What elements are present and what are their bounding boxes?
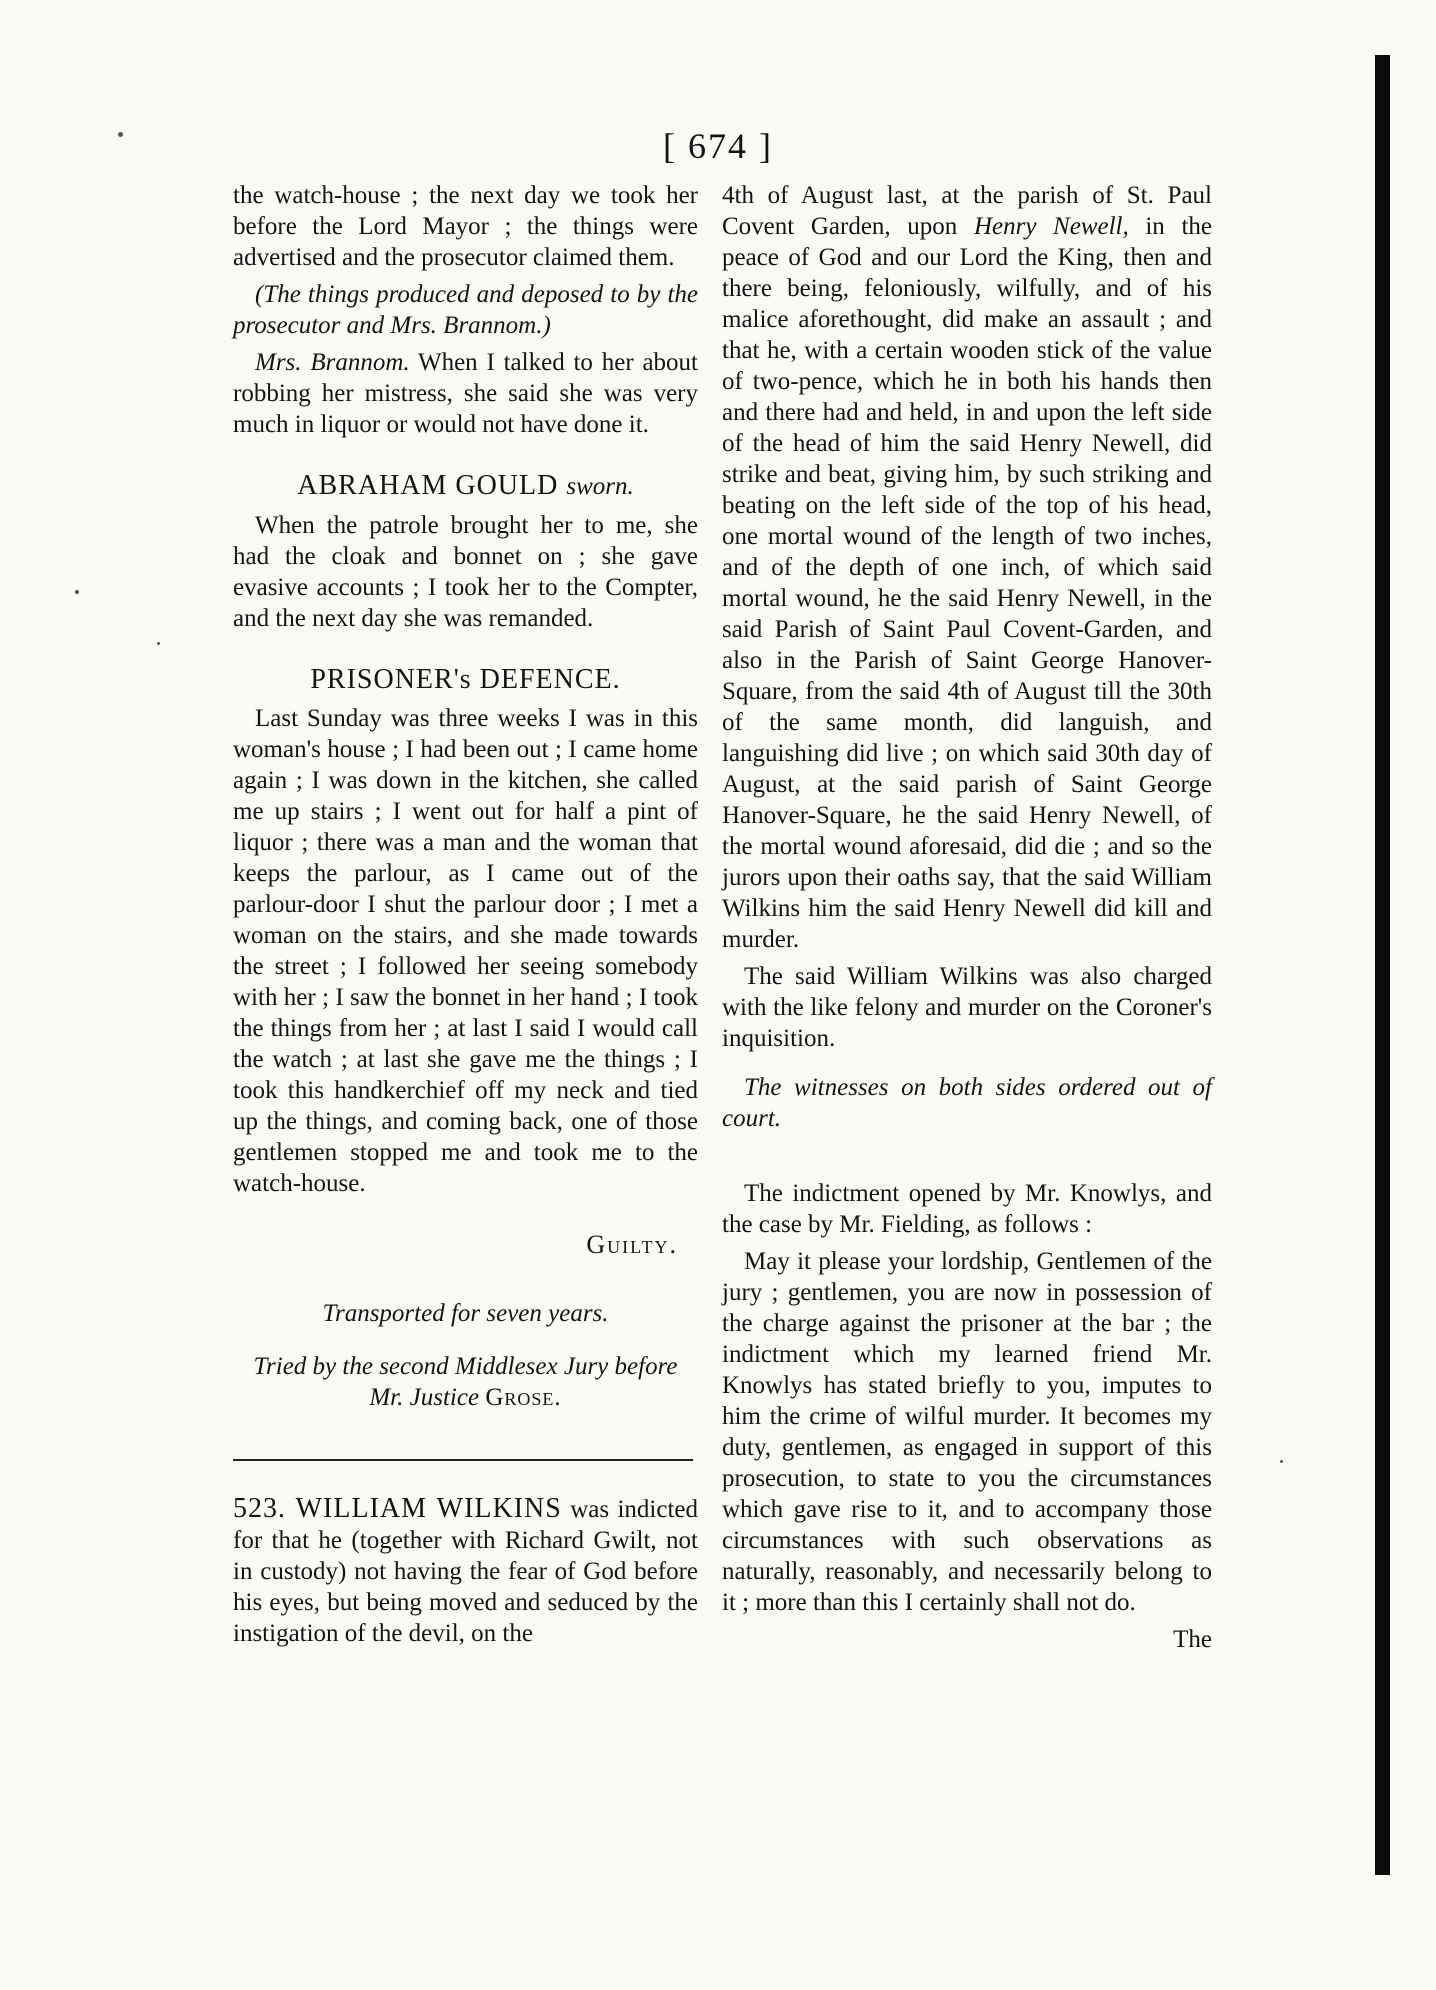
brannom-testimony: [233, 347, 698, 440]
witness-name: ABRAHAM GOULD: [297, 470, 567, 501]
judge-prefix: Mr. Justice: [369, 1384, 486, 1411]
defence-text: Last Sunday was three weeks I was in this woman's house ; I had been out ; I came home again ; I was down in the kitchen, she called me up stairs ; I went out for half a pint of liquor ; there was a man and the woman that keeps the parlour, as I came out of the parlour-door I shut the parlour door ; I met a woman on the stairs, and she made towards the street ; I followed her seeing somebody with her ; I saw the bonnet in her hand ; I took the things from her ; at last I said I would call the watch ; at last she gave me the things ; I took this handkerchief off my neck and tied up the things, and coming back, one of those gentlemen stopped me and took me to the watch-house.: [233, 705, 698, 1197]
witnesses-note: The witnesses on both sides ordered out of court.: [722, 1074, 1212, 1132]
trial-info: [233, 1351, 698, 1413]
tried-by: Tried by the second Middlesex Jury before: [253, 1353, 678, 1380]
defence-heading: PRISONER's DEFENCE.: [310, 664, 621, 695]
indictment-text: [722, 180, 1212, 955]
catchword: The: [1173, 1626, 1212, 1653]
section-divider: [233, 1459, 693, 1461]
produced-note: (The things produced and deposed to by the prosecutor and Mrs. Brannom.): [233, 281, 698, 339]
judge-line: [233, 1382, 698, 1413]
verdict: Guilty.: [586, 1230, 678, 1259]
sentence: Transported for seven years.: [322, 1300, 609, 1327]
counsel-speech: May it please your lordship, Gentlemen of the jury ; gentlemen, you are now in possession of the charge against the prisoner at the bar ; the indictment which my learned friend Mr. Knowlys has stated briefly to you, imputes to him the crime of wilful murder. It becomes my duty, gentlemen, as engaged in support of this prosecution, to state to you the circumstances which gave rise to it, and to accompany those circumstances with such observations as naturally, reasonably, and necessarily belong to it ; more than this I certainly shall not do.: [722, 1248, 1212, 1616]
page-number: [ 674 ]: [663, 126, 773, 166]
opening-statement: The indictment opened by Mr. Knowlys, and the case by Mr. Fielding, as follows :: [722, 1180, 1212, 1238]
case-opening: [233, 1493, 698, 1649]
witness-heading: [233, 470, 698, 502]
gould-testimony: When the patrole brought her to me, she had the cloak and bonnet on ; she gave evasive accounts ; I took her to the Compter, and the next day she was remanded.: [233, 512, 698, 632]
sworn-label: sworn.: [566, 473, 634, 500]
victim-name: Henry Newell,: [973, 213, 1129, 240]
speaker-name: Mrs. Brannom.: [255, 349, 410, 376]
case-text: was indicted for that he (together with Richard Gwilt, not in custody) not having the fear of God before his eyes, but being moved and seduced by the instigation of the devil, on the: [233, 1496, 698, 1647]
indictment-post: in the peace of God and our Lord the King, then and there being, feloniously, wilfully, and of his malice aforethought, did make an assault ; and that he, with a certain wooden stick of the value of two-pence, which he in both his hands then and there had and held, in and upon the left side of the head of him the said Henry Newell, did strike and beat, giving him, by such striking and beating on the left side of the top of his head, one mortal wound of the length of two inches, and of the depth of one inch, of which said mortal wound, he the said Henry Newell, in the said Parish of Saint Paul Covent-Garden, and also in the Parish of Saint George Hanover-Square, from the said 4th of August till the 30th of the same month, did languish, and languishing did live ; on which said 30th day of August, at the said parish of Saint George Hanover-Square, he the said Henry Newell, of the mortal wound aforesaid, did die ; and so the jurors upon their oaths say, that the said William Wilkins him the said Henry Newell did kill and murder.: [722, 213, 1212, 953]
defendant-name: WILLIAM WILKINS: [295, 1493, 562, 1524]
coroner-paragraph: The said William Wilkins was also charged with the like felony and murder on the Coroner's inquisition.: [722, 963, 1212, 1052]
testimony-text: When I talked to her about robbing her mistress, she said she was very much in liquor or would not have done it.: [233, 349, 698, 438]
case-number: 523.: [233, 1493, 296, 1524]
judge-name: Grose.: [485, 1384, 562, 1411]
left-column: [233, 180, 698, 1655]
opening-paragraph: the watch-house ; the next day we took her before the Lord Mayor ; the things were advertised and the prosecutor claimed them.: [233, 182, 698, 271]
speck: [75, 590, 79, 594]
indictment-pre: 4th of August last, at the parish of St. Paul Covent Garden, upon: [722, 182, 1212, 240]
right-column: [722, 180, 1212, 1655]
page-edge-shadow: [1375, 55, 1390, 1875]
speck: [1280, 1460, 1283, 1463]
speck: [157, 642, 160, 645]
